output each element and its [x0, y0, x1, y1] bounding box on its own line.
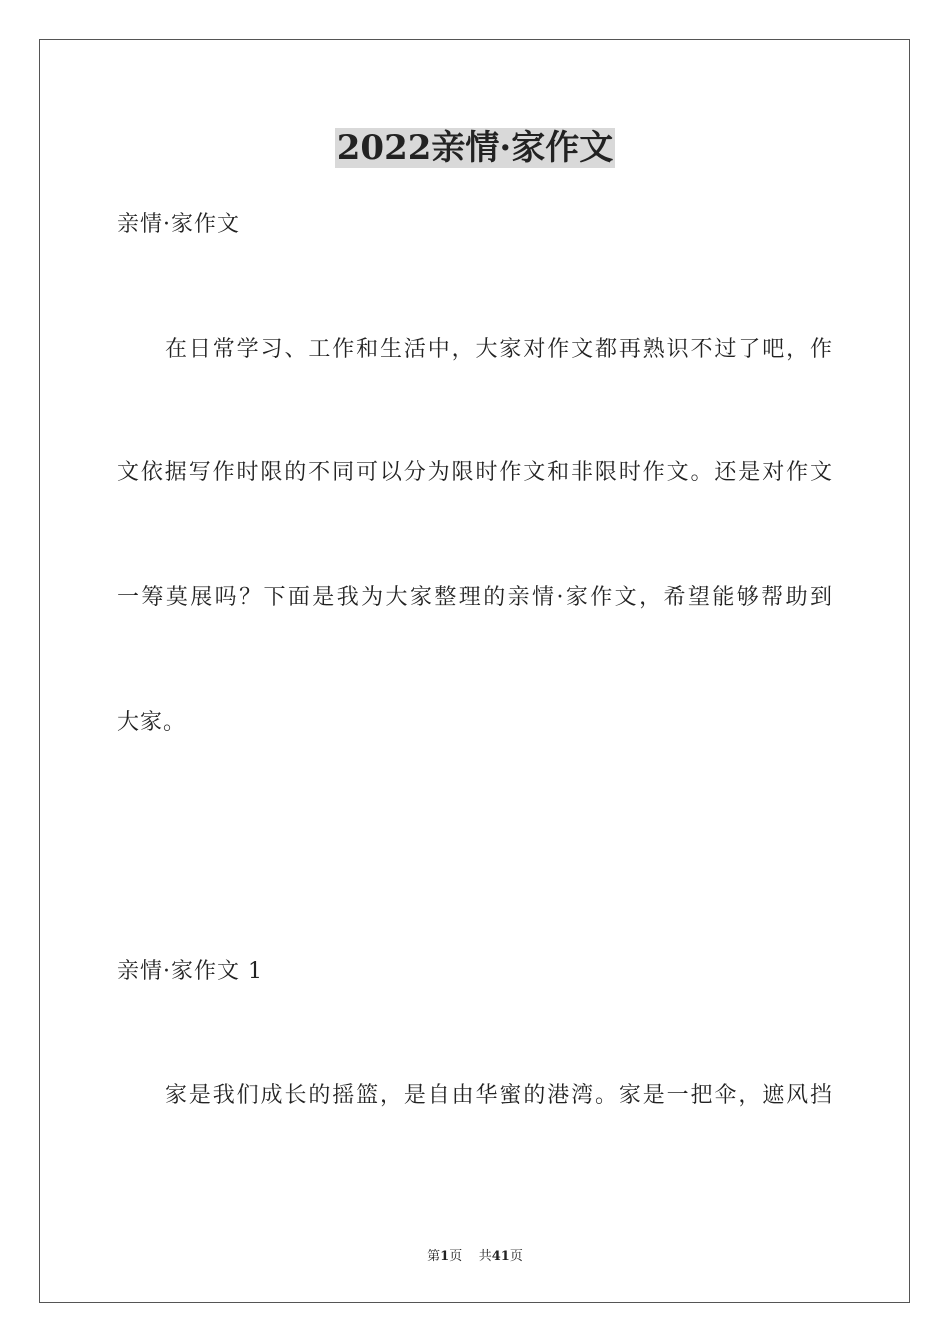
footer-page-number: 1: [440, 1249, 450, 1264]
intro-line-2: 文依据写作时限的不同可以分为限时作文和非限时作文。还是对作文: [117, 460, 833, 485]
document-subtitle: 亲情·家作文: [117, 212, 240, 237]
intro-line-4: 大家。: [117, 710, 187, 735]
footer-total-prefix: 共: [478, 1249, 492, 1264]
footer-total-pages: 41: [491, 1249, 510, 1264]
intro-line-3: 一筹莫展吗？下面是我为大家整理的亲情·家作文，希望能够帮助到: [117, 585, 833, 610]
page-footer: [0, 1248, 950, 1266]
section-heading: 亲情·家作文 1: [117, 959, 263, 984]
footer-total-suffix: 页: [509, 1249, 523, 1264]
section-first-line: 家是我们成长的摇篮，是自由华蜜的港湾。家是一把伞，遮风挡: [165, 1083, 833, 1108]
footer-page-suffix: 页: [449, 1249, 463, 1264]
document-title-text: 2022亲情·家作文: [336, 128, 614, 168]
document-title: [0, 126, 950, 170]
intro-line-1: 在日常学习、工作和生活中，大家对作文都再熟识不过了吧，作: [165, 337, 833, 362]
footer-page-prefix: 第: [427, 1249, 441, 1264]
